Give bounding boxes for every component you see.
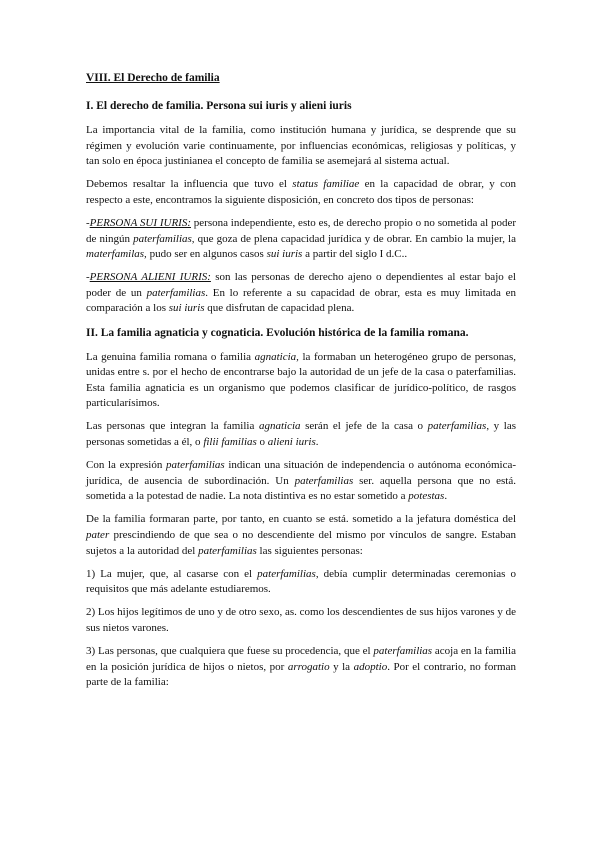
list-item-personas-acogidas: 3) Las personas, que cualquiera que fuese su procedencia, que el paterfamilias acoja en la familia en la posición jurídica de hijos o nietos, por arrogatio y la adoptio. Por el contrario, no forman parte de la familia: — [86, 645, 516, 689]
paragraph-status-familiae: Debemos resaltar la influencia que tuvo el status familiae en la capacidad de obrar, y con respecto a este, encontramos la siguiente disposición, en concreto dos tipos de personas: — [86, 178, 516, 206]
subsection-title-2: II. La familia agnaticia y cognaticia. Evolución histórica de la familia romana. — [86, 326, 469, 339]
list-item-hijos: 2) Los hijos legítimos de uno y de otro sexo, as. como los descendientes de sus hijos varones y de sus nietos varones. — [86, 606, 516, 634]
paragraph-personas-integran: Las personas que integran la familia agnaticia serán el jefe de la casa o paterfamilias, y las personas sometidas a él, o filii familias o alieni iuris. — [86, 420, 516, 448]
paragraph-expresion-paterfamilias: Con la expresión paterfamilias indican una situación de independencia o autónoma económica-jurídica, de ausencia de subordinación. Un paterfamilias ser. aquella persona que no está. sometida a la potestad de nadie. La nota distintiva es no estar sometido a potestas. — [86, 459, 516, 503]
paragraph-familia-agnaticia: La genuina familia romana o familia agnaticia, la formaban un heterogéneo grupo de personas, unidas entre s. por el hecho de encontrarse bajo la autoridad de un jefe de la casa o paterfamilias. Esta familia agnaticia es un organismo que podemos clasificar de jurídico-político, de rasgos particularísimos. — [86, 350, 516, 410]
paragraph-importancia: La importancia vital de la familia, como institución humana y jurídica, se desprende que su régimen y evolución varie continuamente, por influencias económicas, religiosas y políticas, y tan solo en época justinianea el concepto de familia se asemejará al sistema actual. — [86, 124, 516, 168]
paragraph-jefatura-domestica: De la familia formaran parte, por tanto, en cuanto se está. sometido a la jefatura doméstica del pater prescindiendo de que sea o no descendiente del mismo por vínculos de sangre. Estaban sujetos a la autoridad del paterfamilias las siguientes personas: — [86, 513, 516, 557]
paragraph-persona-sui-iuris: -PERSONA SUI IURIS: persona independiente, esto es, de derecho propio o no sometida al poder de ningún paterfamilias, que goza de plena capacidad jurídica y de obrar. En cambio la mujer, la materfamilas, pudo ser en algunos casos sui iuris a partir del siglo I d.C.. — [86, 216, 517, 261]
list-item-mujer: 1) La mujer, que, al casarse con el paterfamilias, debía cumplir determinadas ceremonias o requisitos que más adelante estudiaremos. — [86, 567, 516, 596]
subsection-title-1: I. El derecho de familia. Persona sui iuris y alieni iuris — [86, 100, 352, 112]
section-title: VIII. El Derecho de familia — [86, 72, 220, 84]
paragraph-persona-alieni-iuris: -PERSONA ALIENI IURIS: son las personas de derecho ajeno o dependientes al estar bajo el poder de un paterfamilias. En lo referente a su capacidad de obrar, esta es muy limitada en comparación a los sui iuris que disfrutan de capacidad plena. — [86, 271, 516, 315]
